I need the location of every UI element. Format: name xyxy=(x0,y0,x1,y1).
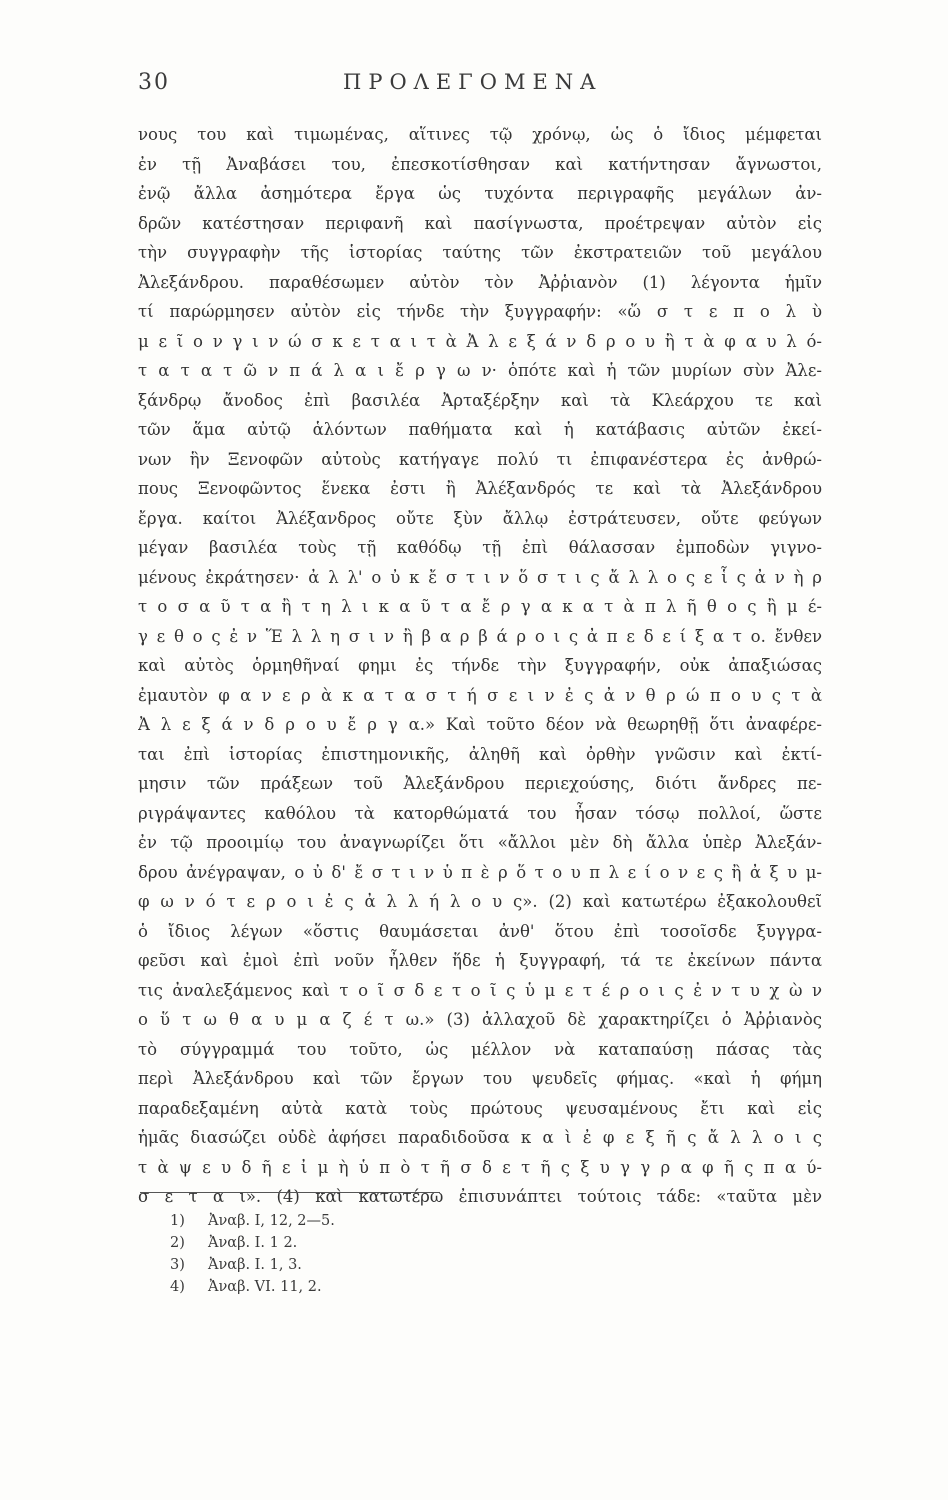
text-line: τις ἀναλεξάμενος καὶ τ ο ῖ σ δ ε τ ο ῖ ς ὑ μ ε τ έ ρ ο ι ς ἐ ν τ υ χ ὼ ν xyxy=(138,980,822,1000)
text-line: μέγαν βασιλέα τοὺς τῇ καθόδῳ τῇ ἐπὶ θάλασσαν ἐμποδὼν γιγνο- xyxy=(138,538,822,557)
text-line: ὁ ἴδιος λέγων «ὅστις θαυμάσεται ἀνθ' ὅτου ἐπὶ τοσοῖσδε ξυγγρα- xyxy=(138,921,822,941)
footnote-number: 2) xyxy=(170,1235,185,1251)
footnote-number: 3) xyxy=(170,1257,185,1273)
footnote-text: Ἀναβ. VI. 11, 2. xyxy=(208,1279,322,1295)
text-line: γ ε θ ο ς ἐ ν Ἕ λ λ η σ ι ν ἢ β α ρ β ά ρ ο ι ς ἀ π ε δ ε ί ξ α τ ο. ἔνθεν xyxy=(138,626,822,646)
footnote-rule xyxy=(140,1192,440,1193)
footnote-item xyxy=(170,1210,335,1232)
text-line: ριγράψαντες καθόλου τὰ κατορθώματά του ἦσαν τόσῳ πολλοί, ὥστε xyxy=(138,803,822,823)
text-line: τ α τ α τ ῶ ν π ά λ α ι ἔ ρ γ ω ν· ὁπότε καὶ ἡ τῶν μυρίων σὺν Ἀλε- xyxy=(138,361,822,380)
running-head xyxy=(138,70,818,100)
footnotes xyxy=(170,1210,335,1298)
text-line: νους του καὶ τιμωμένας, αἵτινες τῷ χρόνῳ, ὡς ὁ ἴδιος μέμφεται xyxy=(138,125,822,144)
text-line: ται ἐπὶ ἱστορίας ἐπιστημονικῆς, ἀληθῆ καὶ ὀρθὴν γνῶσιν καὶ ἐκτί- xyxy=(138,744,822,764)
text-line: φ ω ν ό τ ε ρ ο ι ἐ ς ἀ λ λ ή λ ο υ ς». (2) καὶ κατωτέρω ἐξακολουθεῖ xyxy=(138,892,822,911)
text-line: δρῶν κατέστησαν περιφανῆ καὶ πασίγνωστα, προέτρεψαν αὐτὸν εἰς xyxy=(138,213,822,233)
text-line: νων ἣν Ξενοφῶν αὐτοὺς κατήγαγε πολύ τι ἐπιφανέστερα ἐς ἀνθρώ- xyxy=(138,449,822,469)
footnote-number: 1) xyxy=(170,1213,185,1229)
text-line: πους Ξενοφῶντος ἕνεκα ἐστι ἢ Ἀλέξανδρός τε καὶ τὰ Ἀλεξάνδρου xyxy=(138,479,822,498)
text-line: ἐμαυτὸν φ α ν ε ρ ὰ κ α τ α σ τ ή σ ε ι ν ἐ ς ἀ ν θ ρ ώ π ο υ ς τ ὰ xyxy=(138,685,822,705)
text-line: τὸ σύγγραμμά του τοῦτο, ὡς μέλλον νὰ καταπαύσῃ πάσας τὰς xyxy=(138,1039,822,1059)
text-line: τὴν συγγραφὴν τῆς ἱστορίας ταύτης τῶν ἐκστρατειῶν τοῦ μεγάλου xyxy=(138,243,822,262)
text-line: τί παρώρμησεν αὐτὸν εἰς τήνδε τὴν ξυγγραφήν: «ὥ σ τ ε π ο λ ὺ xyxy=(138,302,822,321)
text-line: παραδεξαμένη αὐτὰ κατὰ τοὺς πρώτους ψευσαμένους ἔτι καὶ εἰς xyxy=(138,1098,822,1118)
text-line: ξάνδρῳ ἄνοδος ἐπὶ βασιλέα Ἀρταξέρξην καὶ τὰ Κλεάρχου τε καὶ xyxy=(138,390,822,410)
body-text xyxy=(138,120,822,1212)
text-line: φεῦσι καὶ ἐμοὶ ἐπὶ νοῦν ἦλθεν ἥδε ἡ ξυγγραφή, τά τε ἐκείνων πάντα xyxy=(138,951,822,970)
footnote-item xyxy=(170,1232,335,1254)
footnote-item xyxy=(170,1254,335,1276)
text-line: τ ο σ α ῦ τ α ἢ τ η λ ι κ α ῦ τ α ἔ ρ γ α κ α τ ὰ π λ ῆ θ ο ς ἢ μ έ- xyxy=(138,597,822,616)
text-line: τῶν ἅμα αὐτῷ ἁλόντων παθήματα καὶ ἡ κατάβασις αὐτῶν ἐκεί- xyxy=(138,420,822,439)
text-line: καὶ αὐτὸς ὁρμηθῆναί φημι ἐς τήνδε τὴν ξυγγραφήν, οὐκ ἀπαξιώσας xyxy=(138,656,822,675)
footnote-text: Ἀναβ. I, 12, 2—5. xyxy=(208,1213,335,1229)
text-line: ἐν τῷ προοιμίῳ του ἀναγνωρίζει ὅτι «ἄλλοι μὲν δὴ ἄλλα ὑπὲρ Ἀλεξάν- xyxy=(138,833,822,852)
text-line: ο ὕ τ ω θ α υ μ α ζ έ τ ω.» (3) ἀλλαχοῦ δὲ χαρακτηρίζει ὁ Ἀῤῥιανὸς xyxy=(138,1010,822,1029)
text-line: τ ὰ ψ ε υ δ ῆ ε ἰ μ ὴ ὑ π ὸ τ ῆ σ δ ε τ ῆ ς ξ υ γ γ ρ α φ ῆ ς π α ύ- xyxy=(138,1157,822,1177)
text-line: δρου ἀνέγραψαν, ο ὐ δ' ἔ σ τ ι ν ὑ π ὲ ρ ὅ τ ο υ π λ ε ί ο ν ε ς ἢ ἀ ξ υ μ- xyxy=(138,862,822,882)
text-line: Ἀλεξάνδρου. παραθέσωμεν αὐτὸν τὸν Ἀῤῥιανὸν (1) λέγοντα ἡμῖν xyxy=(138,272,822,292)
page-number: 30 xyxy=(138,70,170,95)
text-line: Ἀ λ ε ξ ά ν δ ρ ο υ ἔ ρ γ α.» Καὶ τοῦτο δέον νὰ θεωρηθῇ ὅτι ἀναφέρε- xyxy=(138,715,822,734)
footnote-text: Ἀναβ. I. 1 2. xyxy=(208,1235,298,1251)
text-line: μησιν τῶν πράξεων τοῦ Ἀλεξάνδρου περιεχούσης, διότι ἄνδρες πε- xyxy=(138,774,822,793)
text-line: ἔργα. καίτοι Ἀλέξανδρος οὔτε ξὺν ἄλλῳ ἐστράτευσεν, οὔτε φεύγων xyxy=(138,508,822,528)
text-line: περὶ Ἀλεξάνδρου καὶ τῶν ἔργων του ψευδεῖς φήμας. «καὶ ἡ φήμη xyxy=(138,1069,822,1088)
footnote-text: Ἀναβ. I. 1, 3. xyxy=(208,1257,302,1273)
text-line: ἐν τῇ Ἀναβάσει του, ἐπεσκοτίσθησαν καὶ κατήντησαν ἄγνωστοι, xyxy=(138,154,822,174)
text-line: μένους ἐκράτησεν· ἀ λ λ' ο ὐ κ ἔ σ τ ι ν ὅ σ τ ι ς ἄ λ λ ο ς ε ἷ ς ἀ ν ὴ ρ xyxy=(138,567,822,587)
text-line: ἡμᾶς διασώζει οὐδὲ ἀφήσει παραδιδοῦσα κ α ὶ ἐ φ ε ξ ῆ ς ἄ λ λ ο ι ς xyxy=(138,1128,822,1147)
footnote-item xyxy=(170,1276,335,1298)
text-line: σ ε τ α ι». (4) καὶ κατωτέρω ἐπισυνάπτει τούτοις τάδε: «ταῦτα μὲν xyxy=(138,1187,822,1206)
running-title: ΠΡΟΛΕΓΟΜΕΝΑ xyxy=(343,70,603,94)
text-line: ἐνῷ ἄλλα ἀσημότερα ἔργα ὡς τυχόντα περιγραφῆς μεγάλων ἀν- xyxy=(138,184,822,203)
footnote-number: 4) xyxy=(170,1279,185,1295)
text-line: μ ε ῖ ο ν γ ι ν ώ σ κ ε τ α ι τ ὰ Ἀ λ ε ξ ά ν δ ρ ο υ ἢ τ ὰ φ α υ λ ό- xyxy=(138,331,822,351)
